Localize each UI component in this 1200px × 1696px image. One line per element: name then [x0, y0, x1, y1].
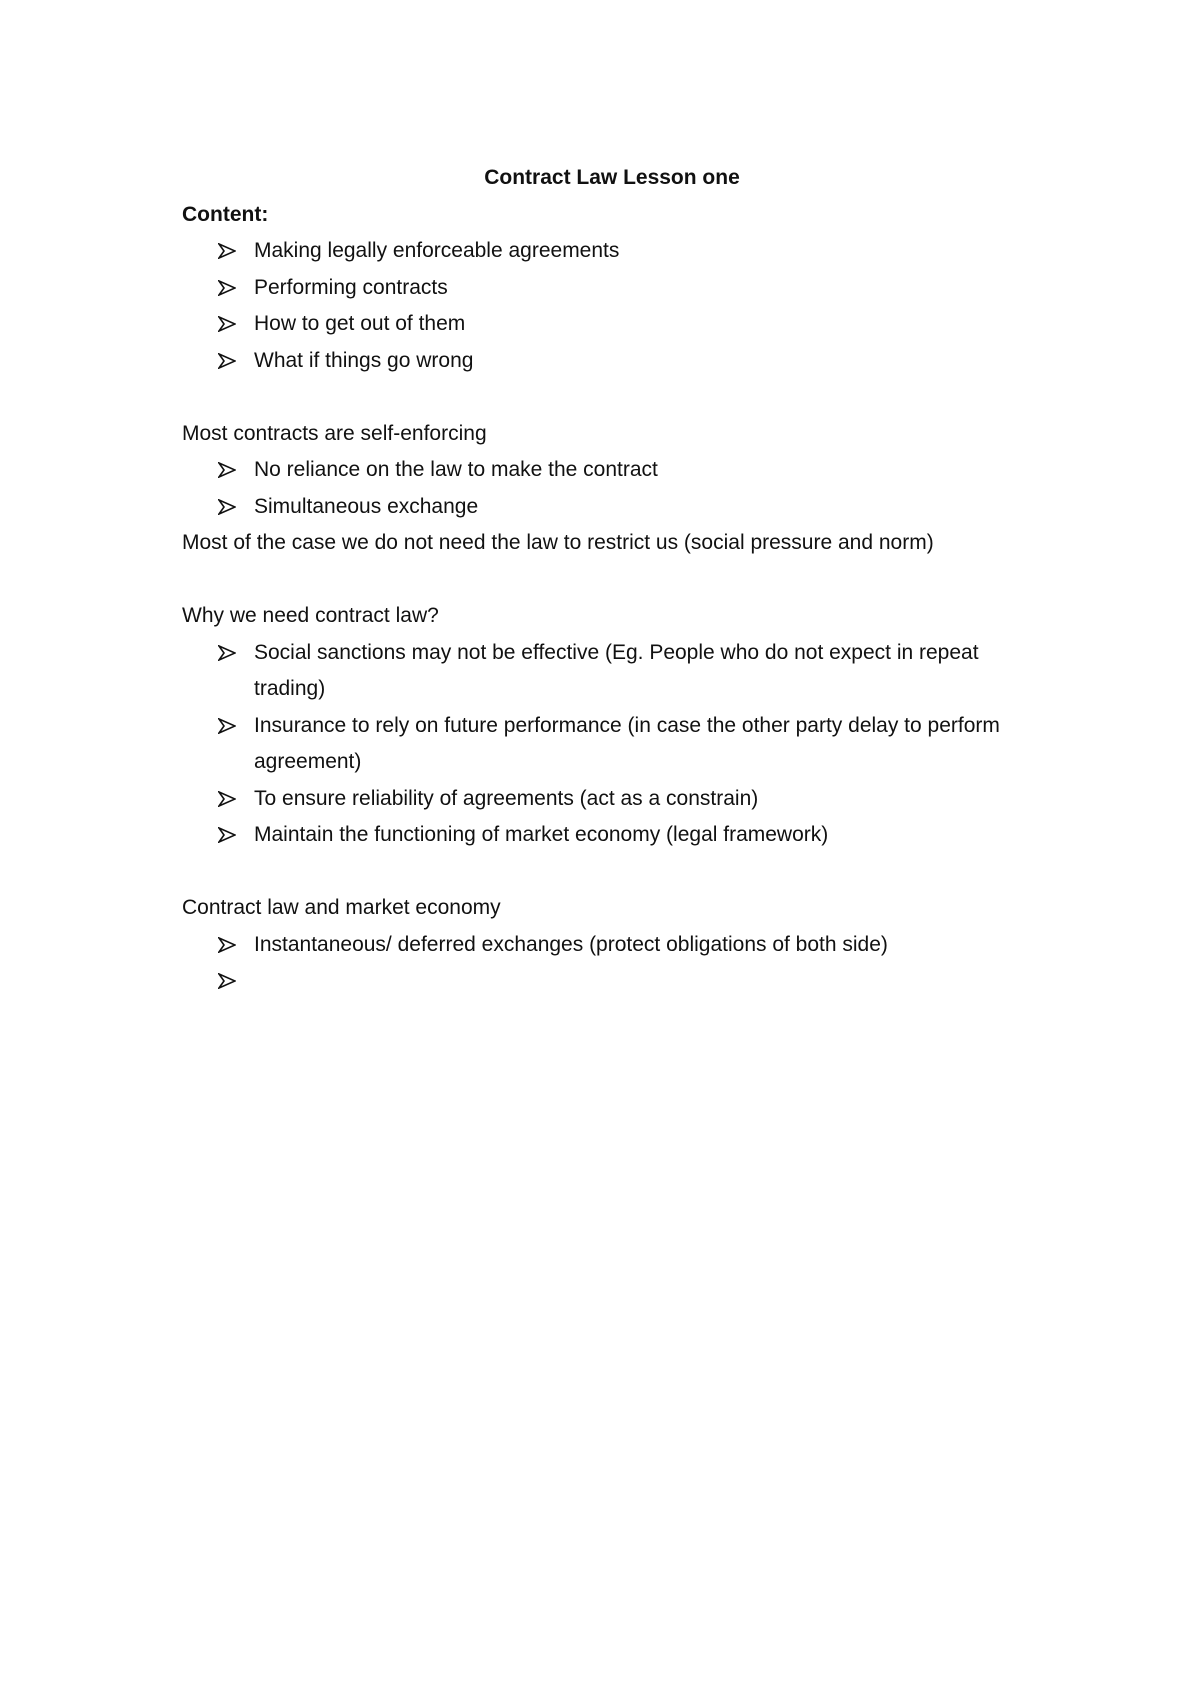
arrowhead-bullet-icon — [218, 817, 242, 854]
list-item — [182, 270, 1042, 307]
list-item — [182, 708, 1042, 781]
arrowhead-bullet-icon — [218, 927, 242, 964]
section-heading-self-enforcing: Most contracts are self-enforcing — [182, 421, 487, 445]
list-item-text: Social sanctions may not be effective (Eg. People who do not expect in repeat trading) — [254, 640, 979, 700]
self-enforcing-bullet-list — [182, 452, 1042, 525]
list-item — [182, 635, 1042, 708]
list-item-text: Performing contracts — [254, 275, 448, 299]
why-contract-law-bullet-list — [182, 635, 1042, 854]
arrowhead-bullet-icon — [218, 635, 242, 672]
list-item — [182, 452, 1042, 489]
document-body — [182, 160, 1042, 1000]
list-item — [182, 233, 1042, 270]
section-heading-content: Content: — [182, 202, 269, 226]
arrowhead-bullet-icon — [218, 963, 242, 1000]
content-bullet-list — [182, 233, 1042, 379]
section-heading-market-economy: Contract law and market economy — [182, 896, 501, 919]
list-item-text: Making legally enforceable agreements — [254, 239, 620, 262]
document-title: Contract Law Lesson one — [484, 166, 740, 189]
section-heading-why-contract-law: Why we need contract law? — [182, 604, 439, 627]
list-item-text: No reliance on the law to make the contract — [254, 458, 658, 481]
list-item-text: Instantaneous/ deferred exchanges (protect obligations of both side) — [254, 932, 888, 956]
arrowhead-bullet-icon — [218, 306, 242, 343]
market-economy-bullet-list — [182, 927, 1042, 1000]
list-item-text: Insurance to rely on future performance (in case the other party delay to perform agreement) — [254, 713, 1000, 773]
list-item-text: What if things go wrong — [254, 348, 474, 372]
arrowhead-bullet-icon — [218, 270, 242, 307]
list-item-text: Simultaneous exchange — [254, 494, 479, 518]
arrowhead-bullet-icon — [218, 489, 242, 526]
blank-line — [182, 854, 1042, 891]
list-item — [182, 963, 1042, 1000]
list-item-text: Maintain the functioning of market economy (legal framework) — [254, 823, 829, 846]
arrowhead-bullet-icon — [218, 452, 242, 489]
arrowhead-bullet-icon — [218, 708, 242, 745]
list-item — [182, 343, 1042, 380]
list-item-text: To ensure reliability of agreements (act as a constrain) — [254, 786, 759, 810]
blank-line — [182, 379, 1042, 416]
list-item — [182, 781, 1042, 818]
arrowhead-bullet-icon — [218, 781, 242, 818]
arrowhead-bullet-icon — [218, 343, 242, 380]
list-item-text: How to get out of them — [254, 312, 466, 335]
blank-line — [182, 562, 1042, 599]
list-item — [182, 306, 1042, 343]
list-item — [182, 927, 1042, 964]
list-item — [182, 489, 1042, 526]
paragraph-social-pressure: Most of the case we do not need the law to restrict us (social pressure and norm) — [182, 531, 934, 554]
list-item — [182, 817, 1042, 854]
arrowhead-bullet-icon — [218, 233, 242, 270]
